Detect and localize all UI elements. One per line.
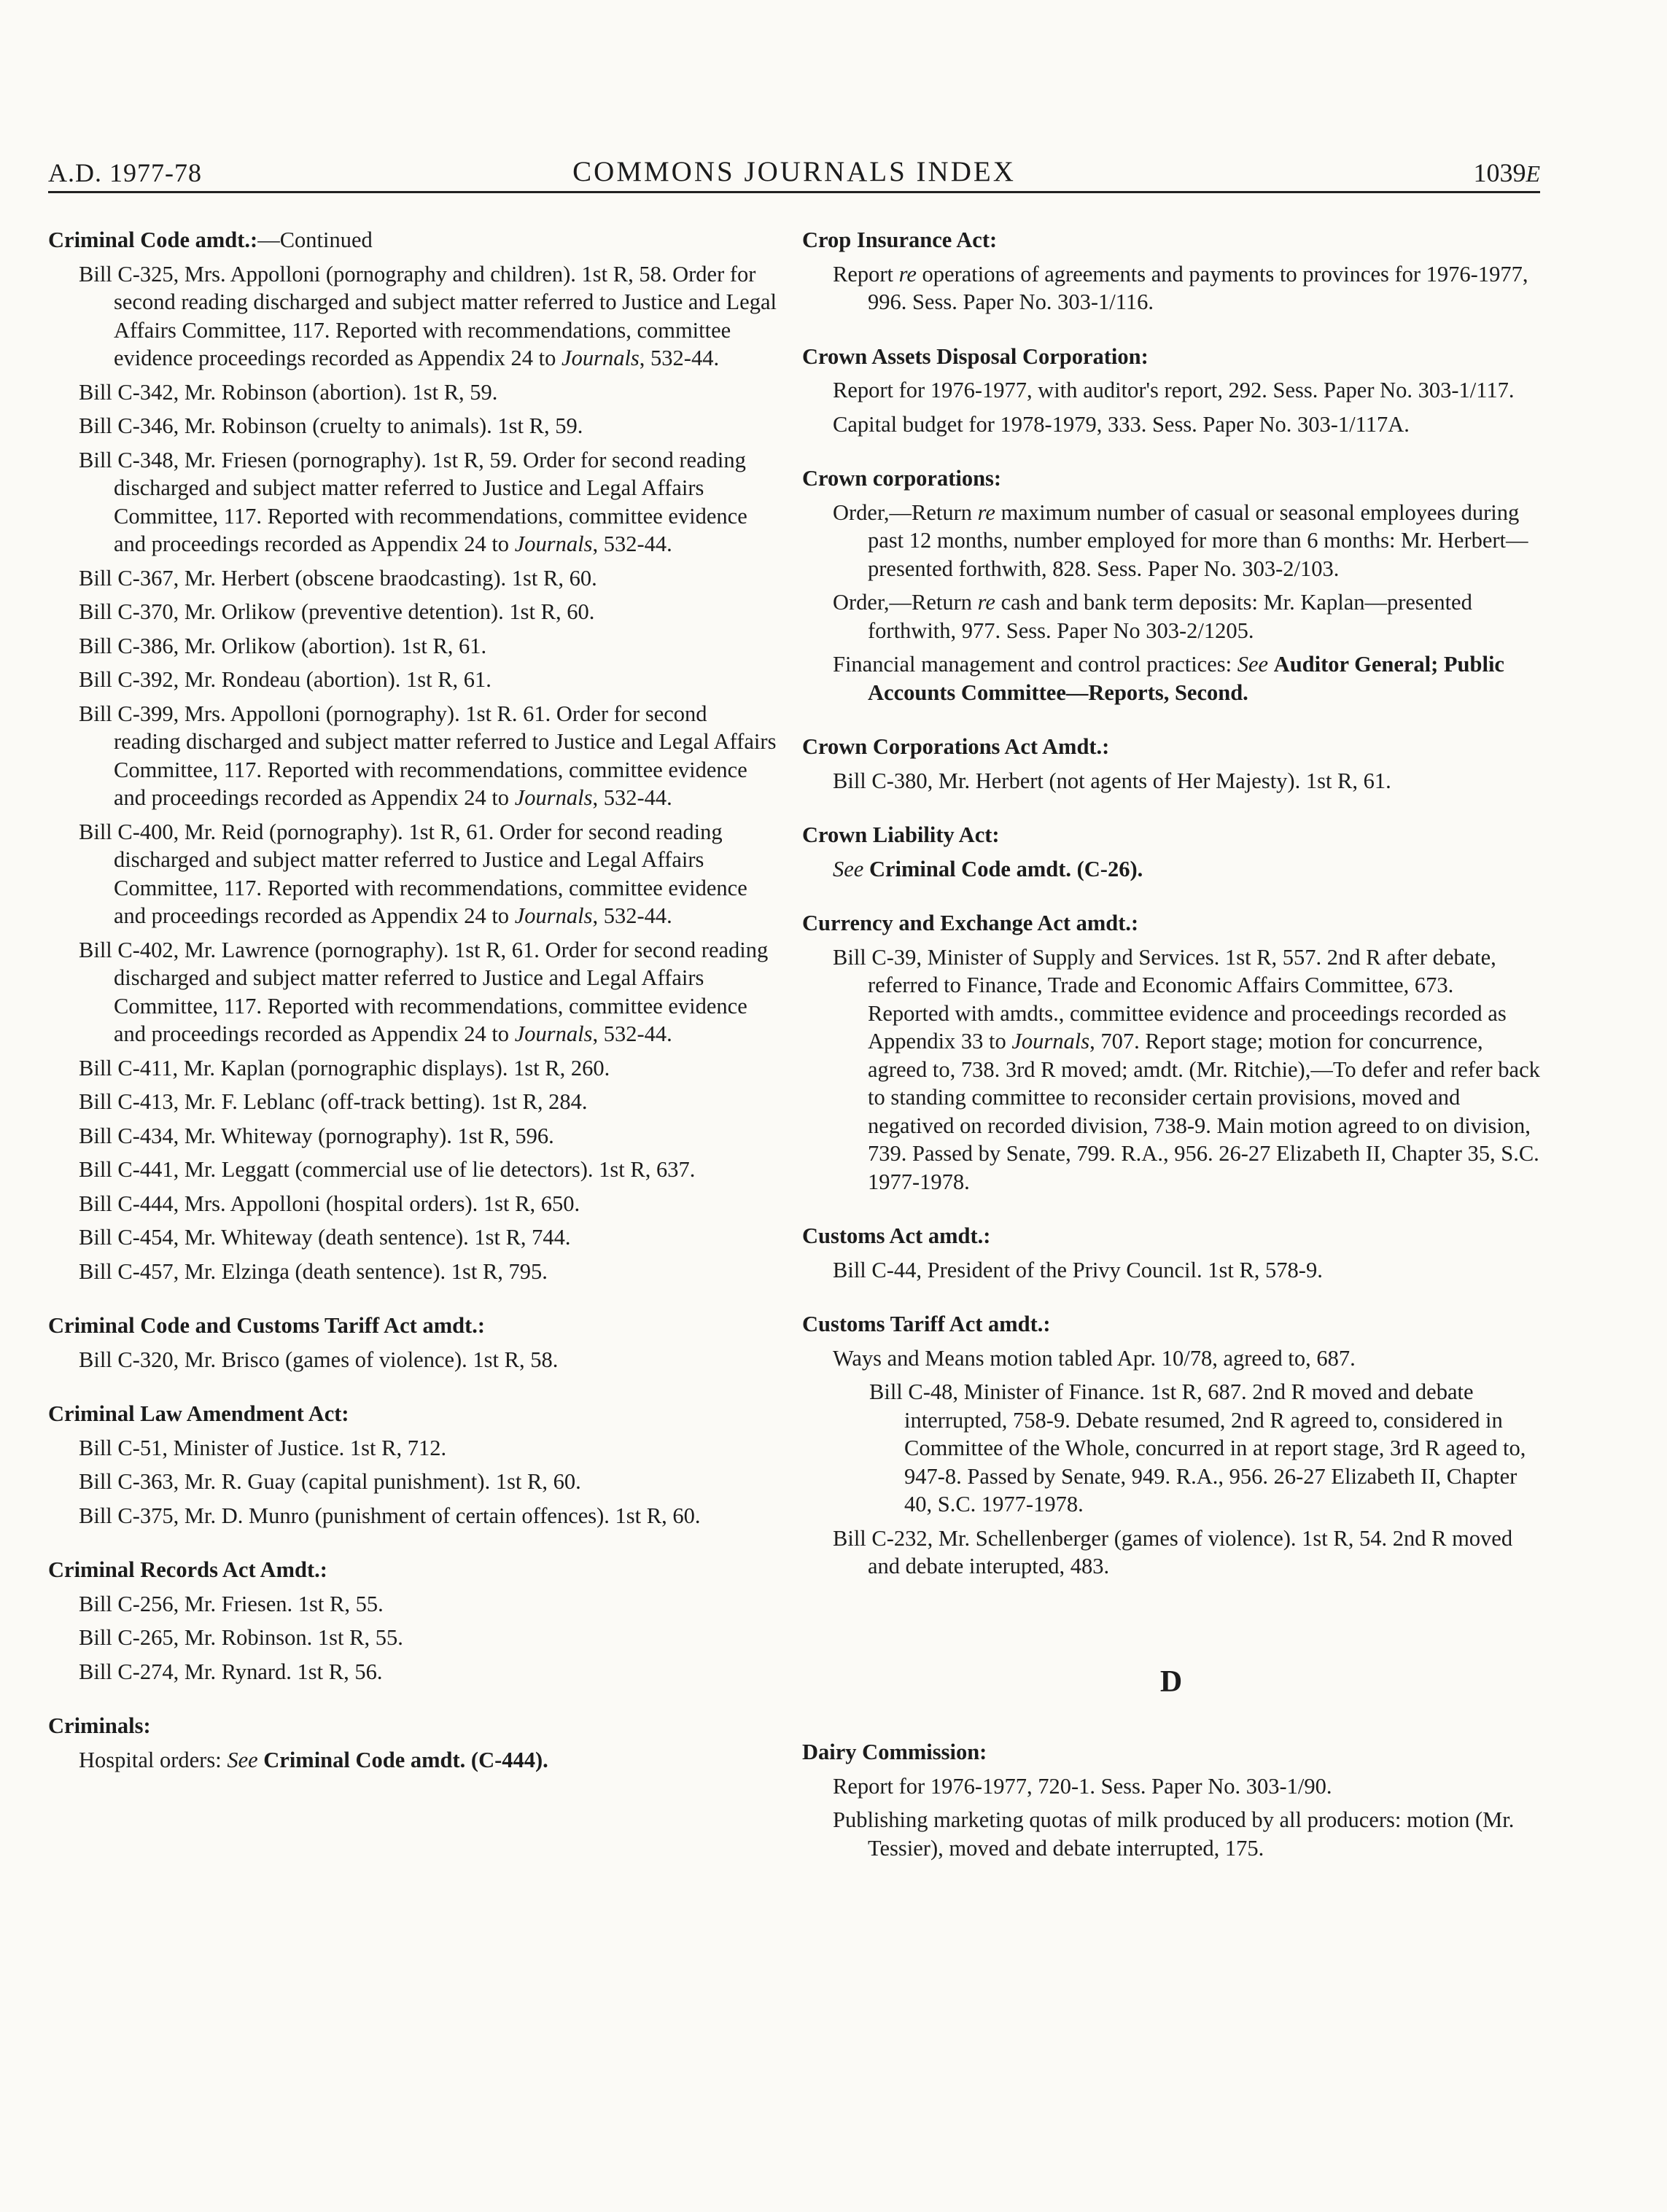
index-heading-text: Crown Liability Act: — [802, 822, 1000, 847]
page-number-value: 1039 — [1473, 158, 1526, 187]
index-entry: Bill C-444, Mrs. Appolloni (hospital orders). 1st R, 650. — [79, 1191, 580, 1216]
index-entry: Report for 1976-1977, 720-1. Sess. Paper No. 303-1/90. — [833, 1773, 1332, 1799]
index-heading-criminals — [48, 1712, 777, 1740]
section-letter: D — [1159, 1664, 1183, 1699]
index-heading-customs-tariff-act-amdt — [802, 1310, 1540, 1339]
index-heading-text: Criminal Records Act Amdt.: — [48, 1557, 327, 1582]
index-heading-currency-and-exchange-act-amdt — [802, 909, 1540, 938]
index-heading-text: Criminal Code and Customs Tariff Act amdt.: — [48, 1313, 486, 1338]
index-heading-crown-corporations — [802, 464, 1540, 493]
index-entry: Bill C-411, Mr. Kaplan (pornographic displays). 1st R, 260. — [79, 1055, 610, 1080]
header-date-range: A.D. 1977-78 — [48, 158, 202, 187]
index-heading-text: Dairy Commission: — [802, 1740, 987, 1764]
index-heading-text: Currency and Exchange Act amdt.: — [802, 911, 1139, 935]
index-heading-criminal-law-amendment-act — [48, 1400, 777, 1428]
index-heading-crown-liability-act — [802, 821, 1540, 849]
index-entry: Bill C-232, Mr. Schellenberger (games of violence). 1st R, 54. 2nd R moved and debate interupted, 483. — [833, 1525, 1513, 1578]
index-entry: Order,—Return re cash and bank term deposits: Mr. Kaplan—presented forthwith, 977. Sess. Paper No 303-2/1205. — [833, 590, 1472, 643]
index-entry: Hospital orders: See Criminal Code amdt. (C-444). — [79, 1747, 548, 1772]
index-entry: Bill C-441, Mr. Leggatt (commercial use of lie detectors). 1st R, 637. — [79, 1157, 696, 1182]
index-entry: Capital budget for 1978-1979, 333. Sess. Paper No. 303-1/117A. — [833, 411, 1410, 437]
index-heading-crown-corporations-act-amdt — [802, 733, 1540, 761]
index-entry: Financial management and control practices: See Auditor General; Public Accounts Committee—Reports, Second. — [833, 652, 1504, 705]
page-number-suffix: E — [1526, 160, 1540, 187]
page-number — [1473, 157, 1540, 188]
index-entry: Bill C-348, Mr. Friesen (pornography). 1st R, 59. Order for second reading discharged and subject matter referred to Justice and Legal Affairs Committee, 117. Reported with recommendations, committee evidence and proceedings recorded as Appendix 24 to Journals, 532-44. — [79, 447, 747, 556]
index-heading-crop-insurance-act — [802, 226, 1540, 254]
index-entry: Bill C-256, Mr. Friesen. 1st R, 55. — [79, 1591, 384, 1616]
index-entry: See Criminal Code amdt. (C-26). — [833, 856, 1143, 881]
index-heading-crown-assets-disposal-corporation — [802, 343, 1540, 371]
index-heading-text: Criminal Law Amendment Act: — [48, 1401, 349, 1426]
index-column-right — [802, 226, 1540, 1868]
index-entry: Bill C-399, Mrs. Appolloni (pornography). 1st R. 61. Order for second reading discharged and subject matter referred to Justice and Legal Affairs Committee, 117. Reported with recommendations, committee evidence and proceedings recorded as Appendix 24 to Journals, 532-44. — [79, 701, 777, 810]
index-heading-criminal-records-act-amdt — [48, 1556, 777, 1584]
continued-label: —Continued — [257, 227, 373, 252]
index-heading-criminal-code-amdt — [48, 226, 777, 254]
index-heading-criminal-code-and-customs-tariff-act-amdt — [48, 1312, 777, 1340]
index-entry: Bill C-320, Mr. Brisco (games of violence). 1st R, 58. — [79, 1347, 559, 1372]
index-entry: Bill C-48, Minister of Finance. 1st R, 687. 2nd R moved and debate interrupted, 758-9. Debate resumed, 2nd R agreed to, considered in Committee of the Whole, concurred in at report stage, 3rd R ageed to, 947-8. Passed by Senate, 949. R.A., 956. 26-27 Elizabeth II, Chapter 40, S.C. 1977-1978. — [869, 1379, 1526, 1516]
index-entry: Bill C-274, Mr. Rynard. 1st R, 56. — [79, 1659, 383, 1684]
index-heading-text: Crown Assets Disposal Corporation: — [802, 343, 1149, 369]
index-entry: Ways and Means motion tabled Apr. 10/78, agreed to, 687. — [833, 1345, 1356, 1371]
page-header — [48, 146, 1540, 193]
index-entry: Bill C-380, Mr. Herbert (not agents of Her Majesty). 1st R, 61. — [833, 768, 1391, 793]
index-entry: Bill C-457, Mr. Elzinga (death sentence). 1st R, 795. — [79, 1258, 548, 1284]
index-column-left — [48, 226, 777, 1780]
header-title: COMMONS JOURNALS INDEX — [572, 156, 1016, 187]
index-heading-dairy-commission — [802, 1738, 1540, 1767]
index-heading-text: Criminal Code amdt.: — [48, 227, 258, 252]
index-entry: Bill C-400, Mr. Reid (pornography). 1st R, 61. Order for second reading discharged and subject matter referred to Justice and Legal Affairs Committee, 117. Reported with recommendations, committee evidence and proceedings recorded as Appendix 24 to Journals, 532-44. — [79, 819, 747, 928]
index-entry: Bill C-375, Mr. D. Munro (punishment of certain offences). 1st R, 60. — [79, 1503, 701, 1528]
index-heading-text: Customs Act amdt.: — [802, 1223, 991, 1248]
index-entry: Report for 1976-1977, with auditor's report, 292. Sess. Paper No. 303-1/117. — [833, 378, 1515, 402]
index-heading-text: Crown corporations: — [802, 466, 1002, 491]
index-heading-text: Crop Insurance Act: — [802, 227, 998, 252]
index-entry: Order,—Return re maximum number of casual or seasonal employees during past 12 months, number employed for more than 6 months: Mr. Herbert—presented forthwith, 828. Sess. Paper No. 303-2/103. — [833, 499, 1528, 581]
index-entry: Bill C-386, Mr. Orlikow (abortion). 1st R, 61. — [79, 633, 487, 658]
index-entry: Publishing marketing quotas of milk produced by all producers: motion (Mr. Tessier), moved and debate interrupted, 175. — [833, 1807, 1515, 1861]
index-entry: Bill C-370, Mr. Orlikow (preventive detention). 1st R, 60. — [79, 599, 595, 624]
index-entry: Report re operations of agreements and payments to provinces for 1976-1977, 996. Sess. Paper No. 303-1/116. — [833, 261, 1528, 314]
index-heading-text: Crown Corporations Act Amdt.: — [802, 734, 1110, 759]
index-entry: Bill C-434, Mr. Whiteway (pornography). 1st R, 596. — [79, 1123, 554, 1148]
index-entry: Bill C-342, Mr. Robinson (abortion). 1st R, 59. — [79, 379, 498, 405]
index-entry: Bill C-392, Mr. Rondeau (abortion). 1st R, 61. — [79, 667, 491, 692]
index-entry: Bill C-39, Minister of Supply and Services. 1st R, 557. 2nd R after debate, referred to Finance, Trade and Economic Affairs Committee, 673. Reported with amdts., committee evidence and proceedings recorded as Appendix 33 to Journals, 707. Report stage; motion for concurrence, agreed to, 738. 3rd R moved; amdt. (Mr. Ritchie),—To defer and refer back to standing committee to reconsider certain provisions, moved and negatived on recorded division, 738-9. Main motion agreed to on division, 739. Passed by Senate, 799. R.A., 956. 26-27 Elizabeth II, Chapter 35, S.C. 1977-1978. — [833, 944, 1540, 1194]
index-entry: Bill C-51, Minister of Justice. 1st R, 712. — [79, 1435, 447, 1460]
index-entry: Bill C-346, Mr. Robinson (cruelty to animals). 1st R, 59. — [79, 413, 583, 438]
index-entry: Bill C-402, Mr. Lawrence (pornography). 1st R, 61. Order for second reading discharged and subject matter referred to Justice and Legal Affairs Committee, 117. Reported with recommendations, committee evidence and proceedings recorded as Appendix 24 to Journals, 532-44. — [79, 937, 769, 1046]
index-entry: Bill C-454, Mr. Whiteway (death sentence). 1st R, 744. — [79, 1225, 571, 1250]
index-entry: Bill C-413, Mr. F. Leblanc (off-track betting). 1st R, 284. — [79, 1089, 588, 1114]
index-entry: Bill C-265, Mr. Robinson. 1st R, 55. — [79, 1625, 403, 1650]
index-heading-customs-act-amdt — [802, 1222, 1540, 1250]
index-entry: Bill C-367, Mr. Herbert (obscene braodcasting). 1st R, 60. — [79, 565, 597, 591]
index-entry: Bill C-363, Mr. R. Guay (capital punishment). 1st R, 60. — [79, 1469, 581, 1494]
index-entry: Bill C-325, Mrs. Appolloni (pornography and children). 1st R, 58. Order for second reading discharged and subject matter referred to Justice and Legal Affairs Committee, 117. Reported with recommendations, committee evidence proceedings recorded as Appendix 24 to Journals, 532-44. — [79, 261, 777, 370]
index-heading-text: Criminals: — [48, 1713, 151, 1738]
index-heading-text: Customs Tariff Act amdt.: — [802, 1312, 1051, 1336]
index-entry: Bill C-44, President of the Privy Council. 1st R, 578-9. — [833, 1257, 1323, 1282]
